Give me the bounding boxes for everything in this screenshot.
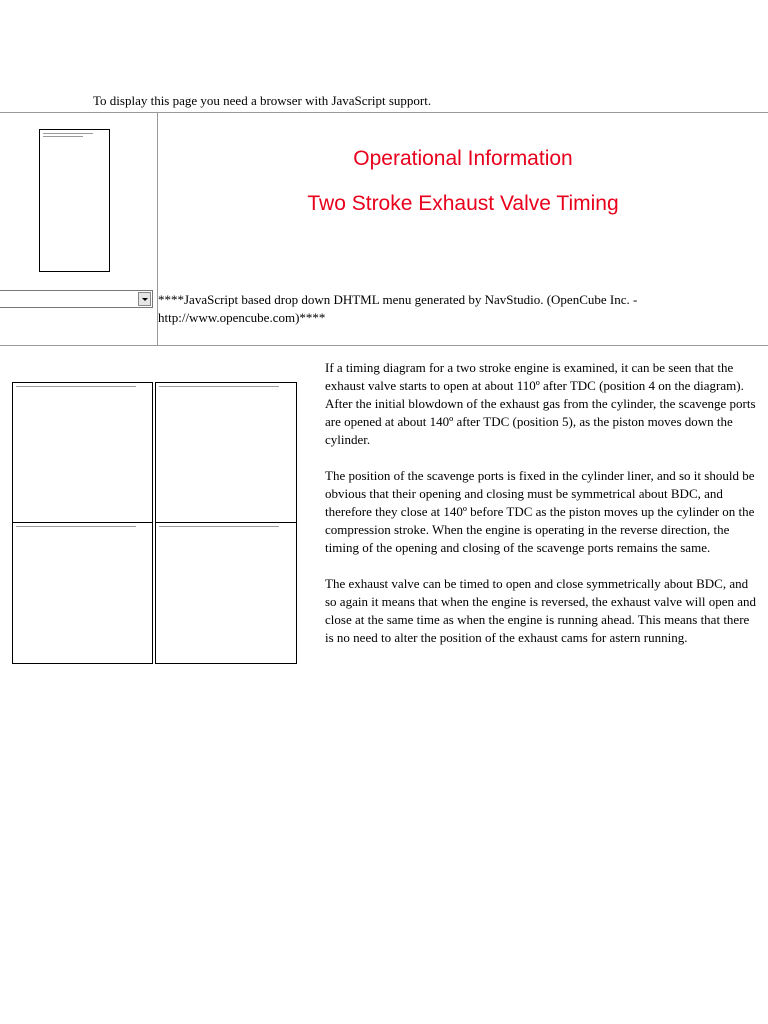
header-bottom-border — [0, 345, 768, 346]
paragraph: The position of the scavenge ports is fixed in the cylinder liner, and so it should be obvious that their opening and closing must be symmetrical about BDC, and therefore they close at 140º before TDC as the piston moves up the cylinder on the compression stroke. When the engine is operating in the reverse direction, the timing of the opening and closing of the scavenge ports remains the same. — [325, 468, 755, 555]
logo-placeholder-image — [39, 129, 110, 272]
paragraph: The exhaust valve can be timed to open and close symmetrically about BDC, and so again it means that when the engine is reversed, the exhaust valve will open and close at the same time as when the engine is running ahead. This means that there is no need to alter the position of the exhaust cams for astern running. — [325, 576, 757, 645]
diagram-image-4 — [155, 522, 297, 664]
diagram-image-2 — [155, 382, 297, 523]
page-title: Operational Information — [353, 147, 573, 170]
diagram-image-3 — [12, 522, 153, 664]
article-body — [325, 359, 760, 665]
header-top-border — [0, 112, 768, 113]
navigation-dropdown[interactable] — [0, 290, 153, 308]
diagram-image-1 — [12, 382, 153, 523]
javascript-notice: To display this page you need a browser with JavaScript support. — [93, 93, 432, 108]
menu-credit-text: ****JavaScript based drop down DHTML menu generated by NavStudio. (OpenCube Inc. - http://www.opencube.com)**** — [158, 292, 638, 325]
paragraph: If a timing diagram for a two stroke engine is examined, it can be seen that the exhaust valve starts to open at about 110º after TDC (position 4 on the diagram). After the initial blowdown of the exhaust gas from the cylinder, the scavenge ports are opened at about 140º after TDC (position 5), as the piston moves down the cylinder. — [325, 360, 756, 447]
page-subtitle: Two Stroke Exhaust Valve Timing — [307, 192, 619, 215]
chevron-down-icon[interactable] — [138, 292, 151, 306]
